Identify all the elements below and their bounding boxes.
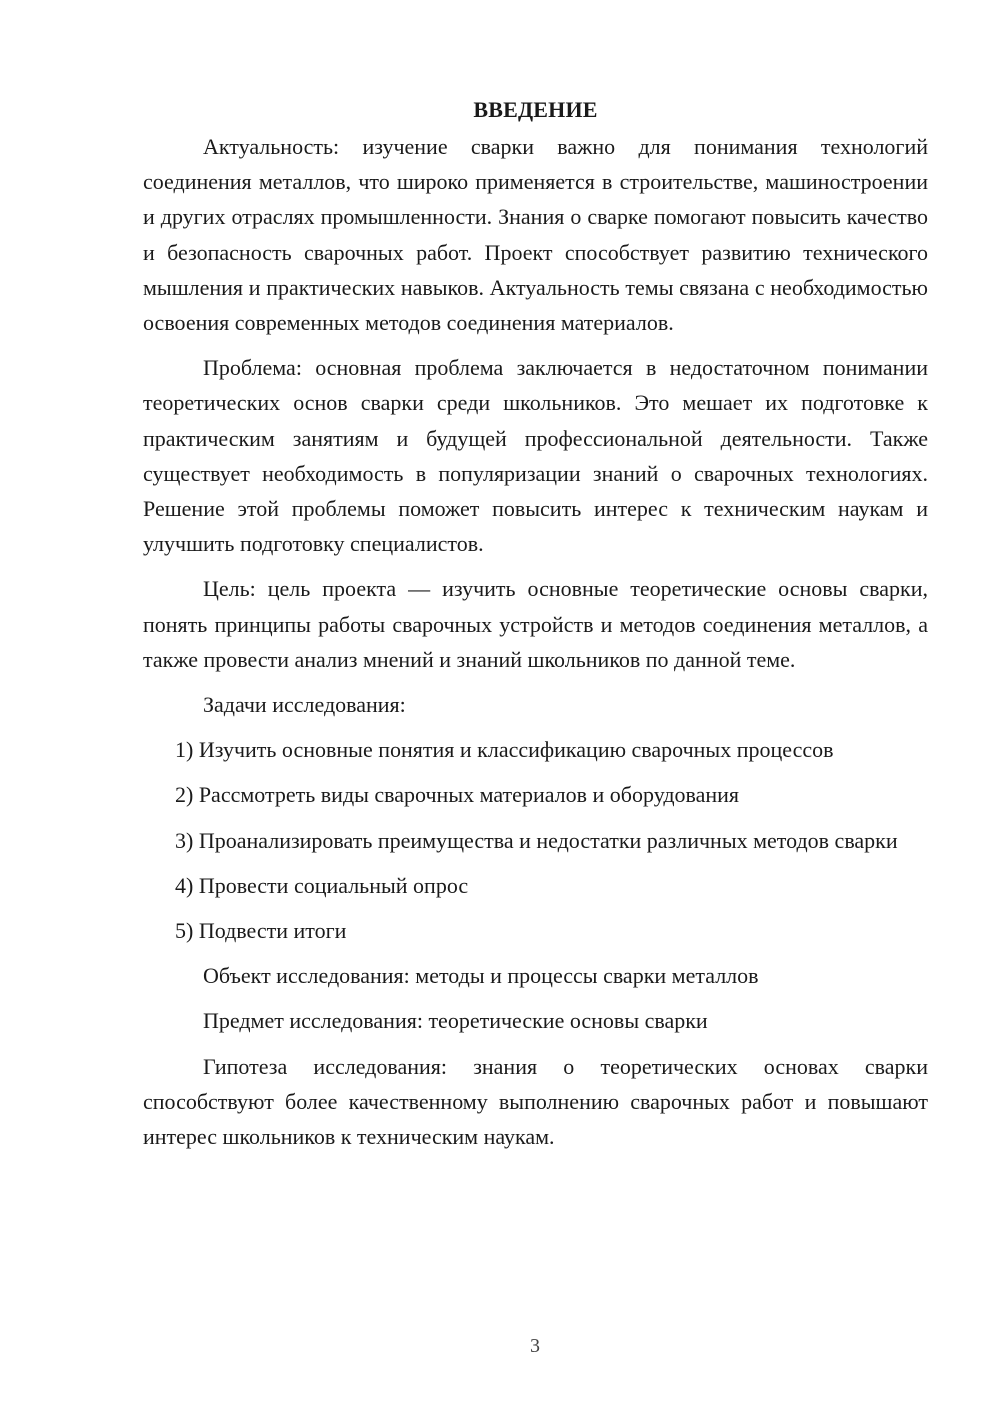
list-item: 4) Провести социальный опрос bbox=[175, 872, 469, 898]
page-title: ВВЕДЕНИЕ bbox=[473, 97, 598, 122]
list-item: 1) Изучить основные понятия и классификацию сварочных процессов bbox=[175, 737, 834, 763]
tasks-list bbox=[143, 732, 928, 948]
list-item: 5) Подвести итоги bbox=[175, 918, 347, 944]
subject-paragraph: Предмет исследования: теоретические основы сварки bbox=[203, 1008, 708, 1034]
goal-paragraph: Цель: цель проекта — изучить основные теоретические основы сварки, понять принципы работы сварочных устройств и методов соединения металлов, а также провести анализ мнений и знаний школьников по данной теме. bbox=[143, 576, 928, 672]
relevance-paragraph: Актуальность: изучение сварки важно для понимания технологий соединения металлов, что широко применяется в строительстве, машиностроении и других отраслях промышленности. Знания о сварке помогают повысить качество и безопасность сварочных работ. Проект способствует развитию технического мышления и практических навыков. Актуальность темы связана с необходимостью освоения современных методов соединения материалов. bbox=[143, 134, 928, 336]
document-page bbox=[143, 94, 928, 1164]
tasks-heading: Задачи исследования: bbox=[203, 692, 406, 718]
list-item: 2) Рассмотреть виды сварочных материалов и оборудования bbox=[175, 782, 740, 808]
hypothesis-paragraph: Гипотеза исследования: знания о теоретических основах сварки способствуют более качественному выполнению сварочных работ и повышают интерес школьников к техническим наукам. bbox=[143, 1053, 928, 1150]
object-paragraph: Объект исследования: методы и процессы сварки металлов bbox=[203, 963, 759, 989]
problem-paragraph: Проблема: основная проблема заключается в недостаточном понимании теоретических основ сварки среди школьников. Это мешает их подготовке к практическим занятиям и будущей профессиональной деятельности. Также существует необходимость в популяризации знаний о сварочных технологиях. Решение этой проблемы поможет повысить интерес к техническим наукам и улучшить подготовку специалистов. bbox=[143, 355, 928, 557]
list-item: 3) Проанализировать преимущества и недостатки различных методов сварки bbox=[175, 827, 898, 853]
page-number: 3 bbox=[530, 1335, 540, 1357]
